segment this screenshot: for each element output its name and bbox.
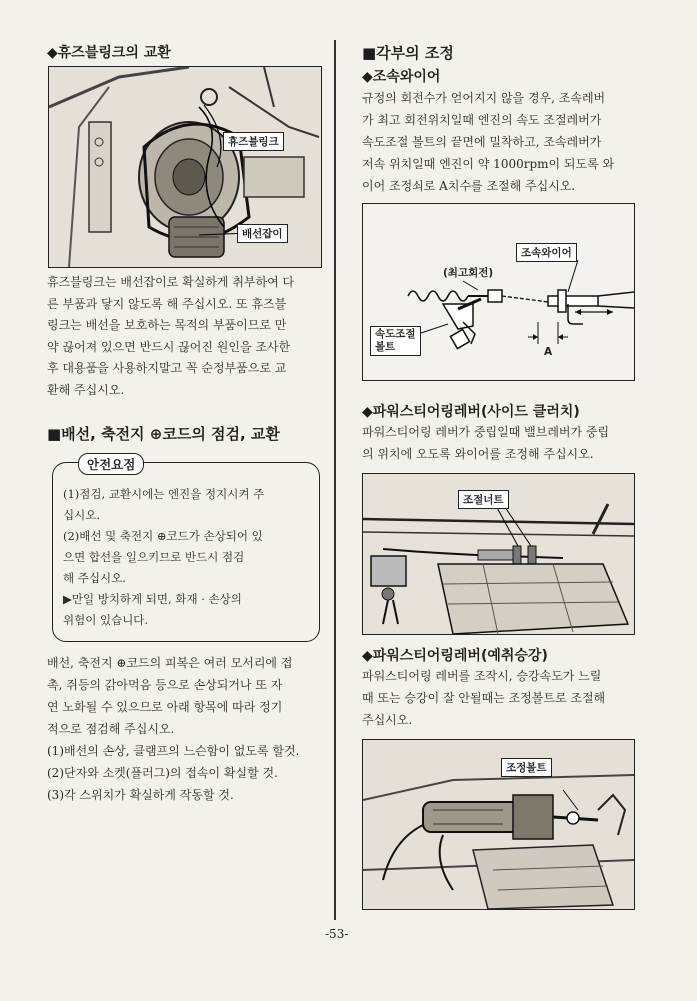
- speed-bolt-label-line2: 볼트: [375, 341, 396, 353]
- wire-clamp-label: 배선잡이: [237, 224, 288, 243]
- fuse-link-label: 휴즈블링크: [223, 132, 284, 151]
- paragraph-line: 적으로 점검해 주십시오.: [47, 722, 175, 736]
- speed-bolt-label: [370, 326, 421, 356]
- safety-line: (1)점검, 교환시에는 엔진을 정지시켜 주: [63, 487, 265, 501]
- side-clutch-figure: [362, 473, 635, 635]
- adjust-nut-label: 조절너트: [458, 490, 509, 509]
- side-clutch-heading: ◆파워스티어링레버(사이드 클러치): [362, 404, 580, 420]
- safety-title: 안전요점: [78, 453, 144, 475]
- paragraph-line: 링크는 배선을 보호하는 목적의 부품이므로 만: [47, 318, 287, 332]
- dimension-a-label: A: [544, 346, 553, 358]
- paragraph-line: 주십시오.: [362, 713, 413, 727]
- safety-line: 위험이 있습니다.: [63, 613, 149, 627]
- paragraph-line: 파워스티어링 레버를 조작시, 승강속도가 느릴: [362, 669, 602, 683]
- page-number: -53-: [325, 927, 349, 941]
- side-clutch-paragraph: [362, 421, 642, 465]
- paragraph-line: 휴즈블링크는 배선잡이로 확실하게 취부하여 다: [47, 275, 295, 289]
- paragraph-line: 저속 위치일때 엔진이 약 1000rpm이 되도록 와: [362, 157, 615, 171]
- safety-line: (2)배선 및 축전지 ⊕코드가 손상되어 있: [63, 529, 263, 543]
- paragraph-line: (1)배선의 손상, 클램프의 느슨함이 없도록 할것.: [47, 744, 300, 758]
- paragraph-line: 파워스티어링 레버가 중립일때 밸브레버가 중립: [362, 425, 610, 439]
- paragraph-line: 의 위치에 오도록 와이어를 조정해 주십시오.: [362, 447, 594, 461]
- safety-line: 으면 합선을 일으키므로 반드시 점검: [63, 550, 245, 564]
- paragraph-line: 후 대용품을 사용하지말고 꼭 순정부품으로 교: [47, 361, 287, 375]
- safety-line: 해 주십시오.: [63, 571, 126, 585]
- paragraph-line: 가 최고 회전위치일때 엔진의 속도 조절레버가: [362, 113, 602, 127]
- paragraph-line: 규정의 회전수가 얻어지지 않을 경우, 조속레버: [362, 91, 606, 105]
- paragraph-line: 속도조절 볼트의 끝면에 밀착하고, 조속레버가: [362, 135, 602, 149]
- lift-illustration: [363, 740, 634, 909]
- fuse-link-heading: ◆휴즈블링크의 교환: [47, 45, 171, 61]
- paragraph-line: 약 끊어져 있으면 반드시 끊어진 원인을 조사한: [47, 339, 291, 354]
- paragraph-line: 촉, 쥐등의 갉아먹음 등으로 손상되거나 또 자: [47, 678, 283, 692]
- lift-paragraph: [362, 665, 642, 731]
- throttle-wire-label: 조속와이어: [516, 243, 577, 262]
- paragraph-line: 이어 조정쇠로 A치수를 조절해 주십시오.: [362, 179, 576, 193]
- fuse-link-paragraph: [47, 272, 322, 401]
- adjust-bolt-label: 조정볼트: [501, 758, 552, 777]
- throttle-wire-paragraph: [362, 87, 642, 197]
- paragraph-line: 른 부품과 닿지 않도록 해 주십시오. 또 휴즈블: [47, 296, 287, 311]
- fuse-link-figure: [48, 66, 322, 268]
- paragraph-line: (3)각 스위치가 확실하게 작동할 것.: [47, 788, 234, 802]
- paragraph-line: 배선, 축전지 ⊕코드의 피복은 여러 모서리에 접: [47, 656, 293, 670]
- lift-heading: ◆파워스티어링레버(예취승강): [362, 648, 548, 664]
- paragraph-line: 연 노화될 수 있으므로 아래 항목에 따라 정기: [47, 700, 283, 714]
- adjustment-section-heading: ■각부의 조정: [362, 44, 454, 62]
- safety-line: 십시오.: [63, 508, 100, 522]
- lift-figure: [362, 739, 635, 910]
- safety-content: [63, 484, 313, 631]
- speed-bolt-label-line1: 속도조절: [375, 328, 416, 340]
- paragraph-line: 환해 주십시오.: [47, 382, 125, 397]
- wiring-paragraph: [47, 652, 322, 806]
- paragraph-line: (2)단자와 소켓(플러그)의 접속이 확실할 것.: [47, 766, 278, 780]
- max-rpm-label: (최고회전): [443, 267, 494, 279]
- safety-line: ▶만일 방치하게 되면, 화재 · 손상의: [63, 592, 242, 606]
- wiring-heading: ■배선, 축전지 ⊕코드의 점검, 교환: [47, 425, 280, 443]
- paragraph-line: 때 또는 승강이 잘 안될때는 조정볼트로 조절해: [362, 691, 606, 705]
- column-divider: [334, 40, 336, 920]
- throttle-wire-figure: [362, 203, 635, 381]
- throttle-wire-heading: ◆조속와이어: [362, 69, 441, 85]
